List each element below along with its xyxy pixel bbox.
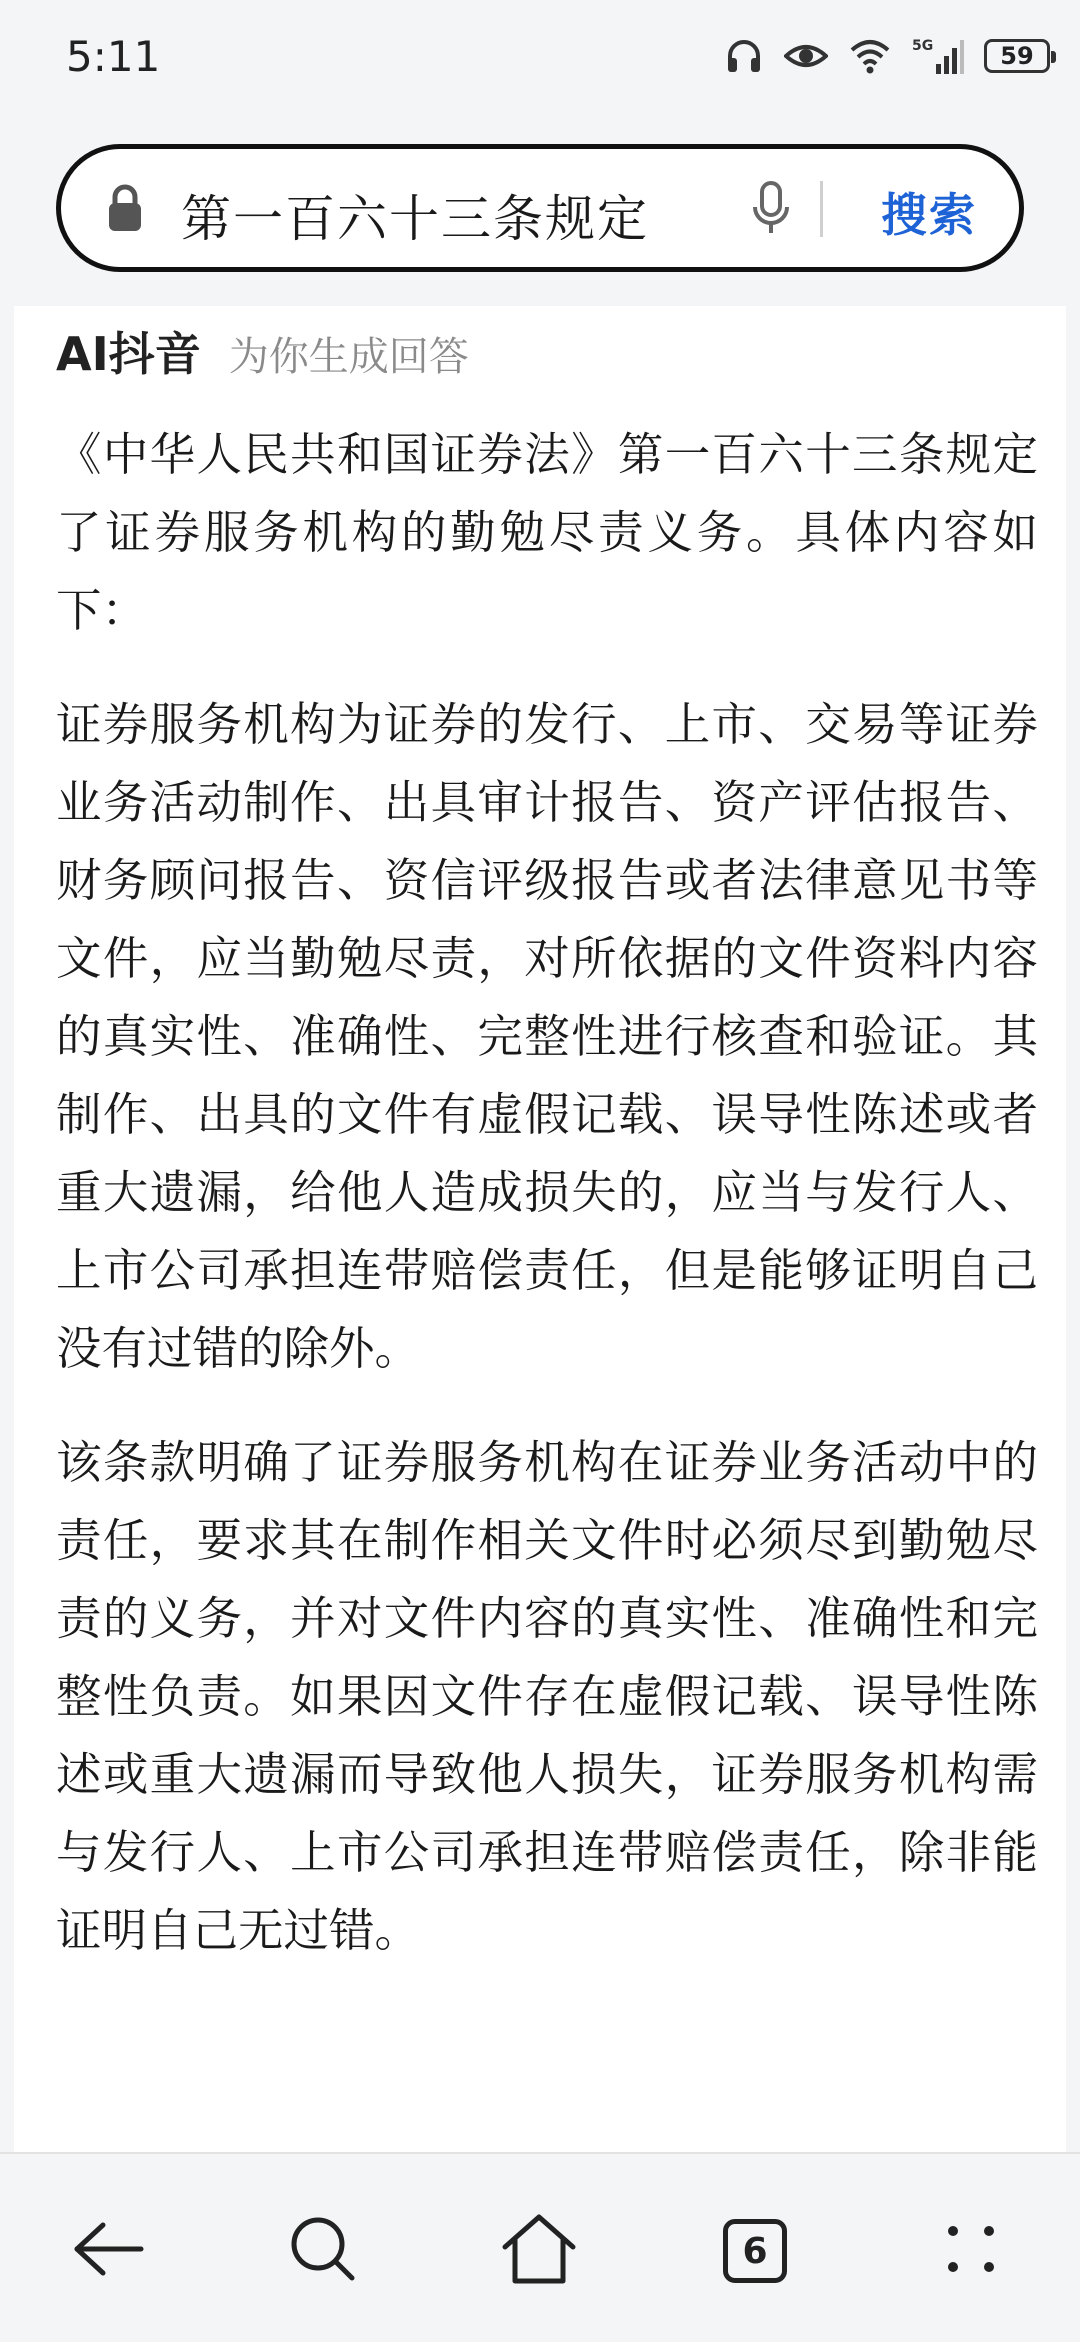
status-icons: [724, 36, 1050, 76]
search-button[interactable]: 搜索: [881, 188, 977, 242]
status-bar: [0, 0, 1080, 120]
back-arrow-icon: [71, 2219, 147, 2283]
ai-subtitle: 为你生成回答: [228, 334, 469, 380]
bottom-nav: [0, 2152, 1080, 2342]
eye-icon: [784, 36, 828, 76]
search-nav-button[interactable]: [268, 2196, 378, 2306]
ai-answer-header: [56, 318, 469, 384]
status-time: 5:11: [66, 32, 161, 81]
ai-answer-card: [14, 306, 1066, 2152]
back-button[interactable]: [54, 2196, 164, 2306]
lock-icon: [105, 183, 145, 237]
answer-paragraph: 该条款明确了证券服务机构在证券业务活动中的责任，要求其在制作相关文件时必须尽到勤勉尽责的义务，并对文件内容的真实性、准确性和完整性负责。如果因文件存在虚假记载、误导性陈述或重大遗漏而导致他人损失，证券服务机构需与发行人、上市公司承担连带赔偿责任，除非能证明自己无过错。: [56, 1436, 1038, 1957]
more-menu-icon: [941, 2219, 1001, 2283]
signal-5g-icon: [912, 36, 964, 76]
svg-text:5G: 5G: [912, 38, 934, 54]
wifi-icon: [848, 36, 892, 76]
search-divider: [820, 181, 823, 237]
answer-paragraph: 证券服务机构为证券的发行、上市、交易等证券业务活动制作、出具审计报告、资产评估报告、财务顾问报告、资信评级报告或者法律意见书等文件，应当勤勉尽责，对所依据的文件资料内容的真实性、准确性、完整性进行核查和验证。其制作、出具的文件有虚假记载、误导性陈述或者重大遗漏，给他人造成损失的，应当与发行人、上市公司承担连带赔偿责任，但是能够证明自己没有过错的除外。: [56, 698, 1038, 1375]
search-input[interactable]: 第一百六十三条规定: [181, 190, 649, 248]
search-bar[interactable]: [56, 144, 1024, 272]
headphones-icon: [724, 36, 764, 76]
home-icon: [499, 2211, 579, 2291]
search-icon: [288, 2214, 358, 2288]
answer-body: [56, 416, 1038, 2006]
ai-brand-label: AI抖音: [56, 327, 201, 381]
battery-icon: 59: [984, 39, 1050, 73]
microphone-icon[interactable]: [749, 179, 793, 243]
more-menu-button[interactable]: [916, 2196, 1026, 2306]
tabs-icon: 6: [723, 2219, 787, 2283]
tabs-button[interactable]: [700, 2196, 810, 2306]
home-button[interactable]: [484, 2196, 594, 2306]
answer-paragraph: 《中华人民共和国证券法》第一百六十三条规定了证券服务机构的勤勉尽责义务。具体内容如下：: [56, 428, 1038, 637]
